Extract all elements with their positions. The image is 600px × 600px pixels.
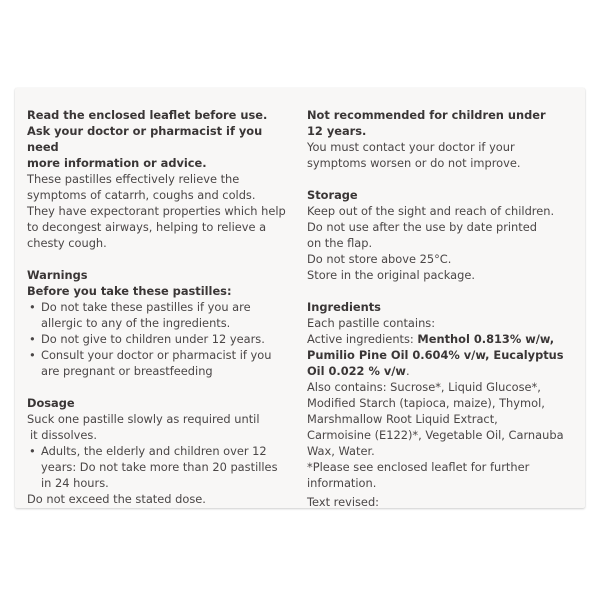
storage-line-3: on the flap. [307, 236, 373, 250]
dosage-list [27, 443, 295, 491]
warnings-list [27, 299, 295, 379]
intro-bold-line-2: Ask your doctor or pharmacist if you need [27, 124, 263, 154]
intro-bold-line-3: more information or advice. [27, 156, 207, 170]
also-contains-line-3: Marshmallow Root Liquid Extract, [307, 412, 498, 426]
warnings-item-line: • Consult your doctor or pharmacist if you [41, 348, 272, 362]
footnote-line-1: *Please see enclosed leaflet for further [307, 460, 530, 474]
warnings-item-line: are pregnant or breastfeeding [41, 364, 213, 378]
also-contains-line-2: Modified Starch (tapioca, maize), Thymol, [307, 396, 545, 410]
storage-line-2: Do not use after the use by date printed [307, 220, 537, 234]
active-ingredients-line-3 [307, 363, 575, 379]
active-ingredients-line-1 [307, 331, 575, 347]
eucalyptus-ingredient: Oil 0.022 % v/w [307, 364, 406, 378]
text-revised: Text revised: [307, 495, 380, 509]
dosage-heading: Dosage [27, 396, 75, 410]
not-recommended-line-1: Not recommended for children under [307, 108, 546, 122]
storage-line-5: Store in the original package. [307, 268, 475, 282]
storage-heading: Storage [307, 188, 358, 202]
contact-doctor-line-2: symptoms worsen or do not improve. [307, 156, 521, 170]
dosage-line-2: it dissolves. [30, 428, 97, 442]
description-line-4: to decongest airways, helping to relieve a [27, 220, 267, 234]
contact-doctor-line-1: You must contact your doctor if your [307, 140, 515, 154]
dosage-item-line: years: Do not take more than 20 pastilles [41, 460, 278, 474]
description-line-2: symptoms of catarrh, coughs and colds. [27, 188, 256, 202]
left-column [27, 107, 295, 507]
storage-line-4: Do not store above 25°C. [307, 252, 452, 266]
right-column [307, 107, 575, 510]
dosage-item-line: in 24 hours. [41, 476, 109, 490]
warnings-heading: Warnings [27, 268, 88, 282]
warnings-list-item [27, 347, 295, 379]
not-recommended-line-2: 12 years. [307, 124, 367, 138]
dosage-item-line: • Adults, the elderly and children over 12 [41, 444, 267, 458]
footnote-line-2: information. [307, 476, 377, 490]
active-ingredients-label: Active ingredients: [307, 332, 418, 346]
menthol-ingredient: Menthol 0.813% w/w, [417, 332, 555, 346]
warnings-subheading: Before you take these pastilles: [27, 284, 232, 298]
description-line-5: chesty cough. [27, 236, 107, 250]
active-ingredients-line-2: Pumilio Pine Oil 0.604% v/w, Eucalyptus [307, 348, 564, 362]
storage-line-1: Keep out of the sight and reach of children. [307, 204, 555, 218]
also-contains-line-4: Carmoisine (E122)*, Vegetable Oil, Carnauba [307, 428, 564, 442]
ingredients-heading: Ingredients [307, 300, 381, 314]
dosage-line-1: Suck one pastille slowly as required until [27, 412, 260, 426]
leaflet-panel [15, 88, 585, 508]
dosage-list-item [27, 443, 295, 491]
intro-bold-line-1: Read the enclosed leaflet before use. [27, 108, 268, 122]
warnings-item-line: allergic to any of the ingredients. [41, 316, 231, 330]
description-line-1: These pastilles effectively relieve the [27, 172, 240, 186]
warnings-list-item [27, 299, 295, 331]
warnings-item-line: • Do not take these pastilles if you are [41, 300, 251, 314]
dosage-final-line: Do not exceed the stated dose. [27, 492, 206, 506]
eucalyptus-end: . [405, 364, 410, 378]
ingredients-each: Each pastille contains: [307, 316, 436, 330]
also-contains-line-1: Also contains: Sucrose*, Liquid Glucose*, [307, 380, 541, 394]
description-line-3: They have expectorant properties which help [27, 204, 286, 218]
also-contains-line-5: Wax, Water. [307, 444, 375, 458]
warnings-item-line: • Do not give to children under 12 years. [41, 332, 265, 346]
warnings-list-item [27, 331, 295, 347]
